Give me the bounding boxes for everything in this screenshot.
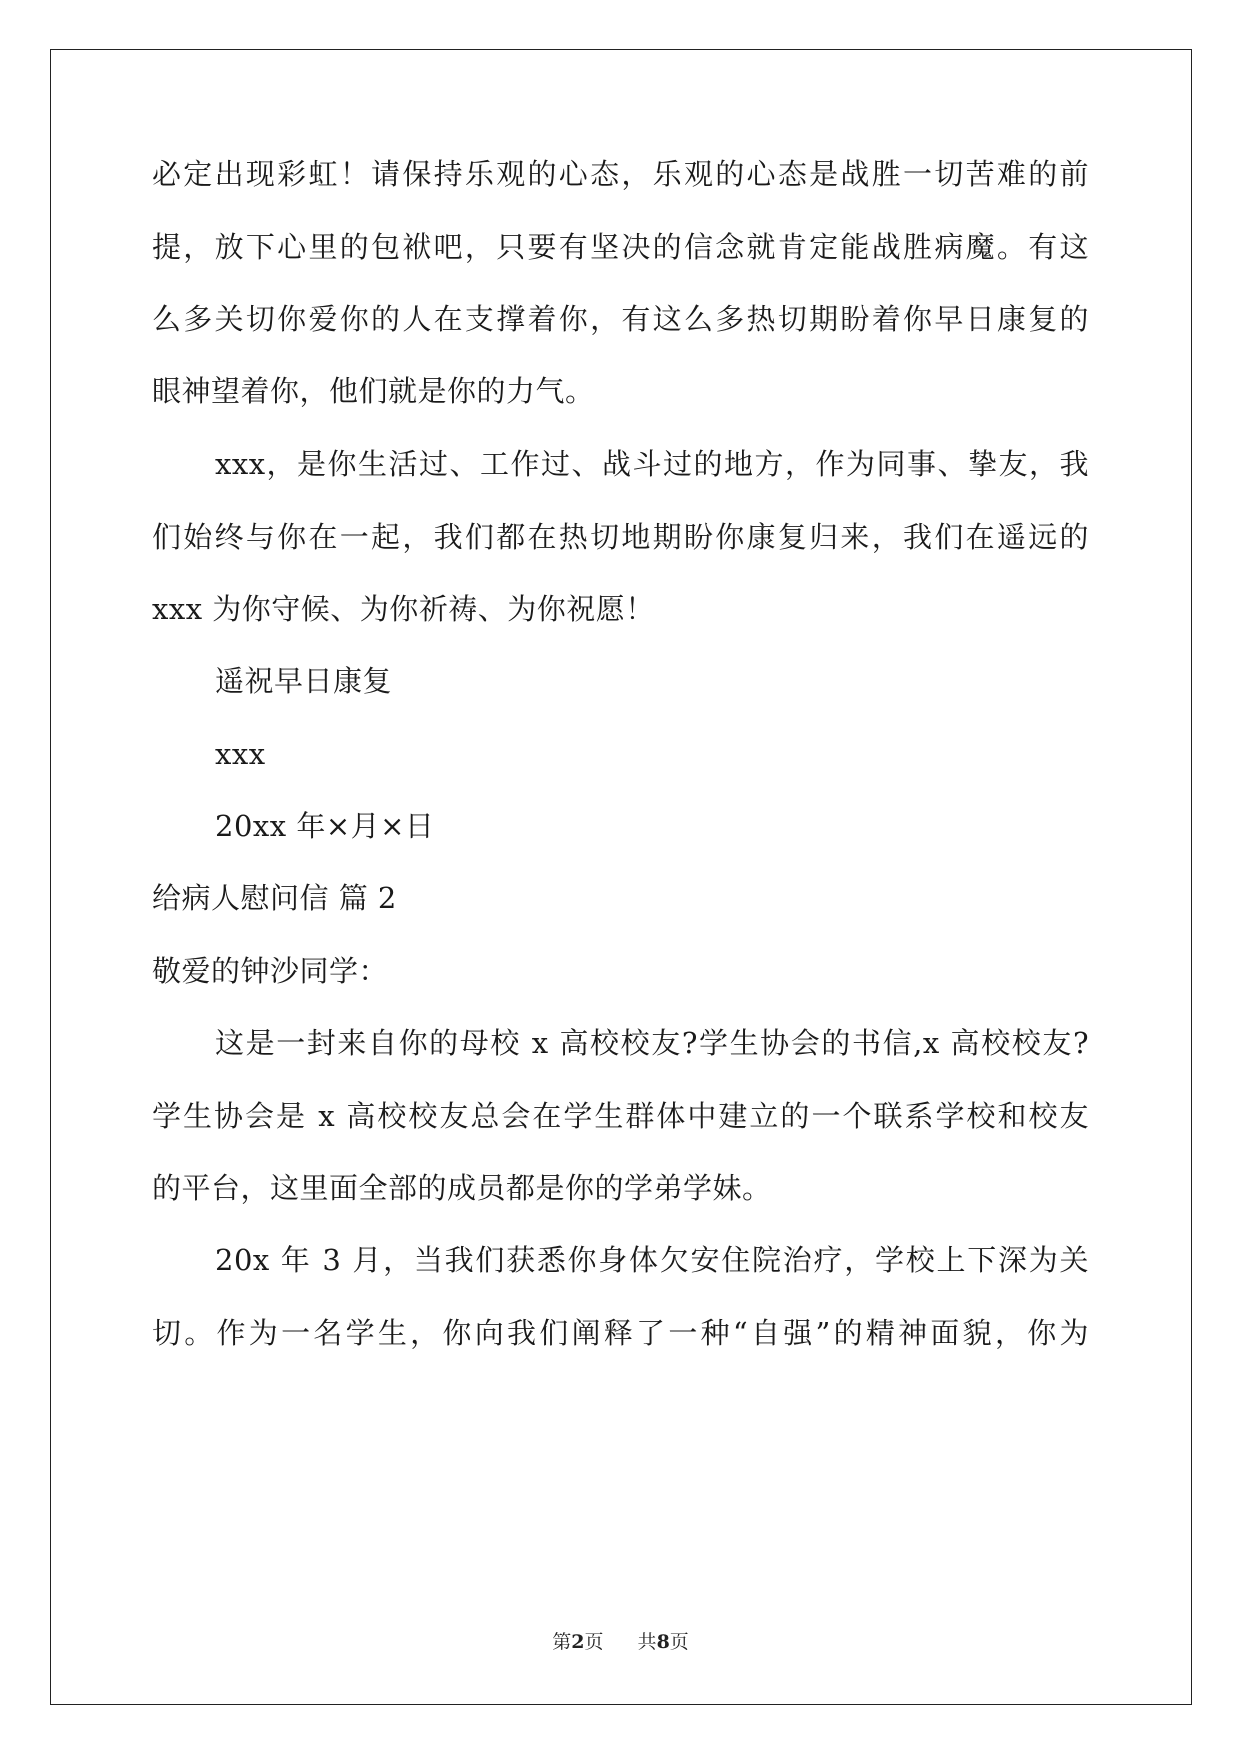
paragraph-line: xxx，是你生活过、工作过、战斗过的地方，作为同事、挚友，我: [215, 447, 1089, 481]
paragraph-line: 20x 年 3 月，当我们获悉你身体欠安住院治疗，学校上下深为关: [215, 1243, 1089, 1277]
paragraph-line: 提，放下心里的包袱吧，只要有坚决的信念就肯定能战胜病魔。有这: [152, 230, 1089, 264]
paragraph-line: 必定出现彩虹！请保持乐观的心态，乐观的心态是战胜一切苦难的前: [152, 157, 1089, 191]
paragraph-line: 切。作为一名学生，你向我们阐释了一种“自强”的精神面貌，你为: [152, 1316, 1089, 1350]
page-number-label: [552, 1631, 609, 1653]
page-frame: [50, 49, 1192, 1705]
paragraph-line: 们始终与你在一起，我们都在热切地期盼你康复归来，我们在遥远的: [152, 520, 1089, 554]
letter-date: 20xx 年×月×日: [215, 809, 435, 843]
closing-line: 遥祝早日康复: [215, 664, 393, 698]
total-suffix: 页: [669, 1631, 689, 1653]
total-pages: 8: [656, 1631, 670, 1653]
paragraph-line: xxx 为你守候、为你祈祷、为你祝愿！: [152, 592, 655, 626]
paragraph-line: 眼神望着你，他们就是你的力气。: [152, 374, 595, 408]
paragraph-line: 么多关切你爱你的人在支撑着你，有这么多热切期盼着你早日康复的: [152, 302, 1089, 336]
page-suffix: 页: [584, 1631, 604, 1653]
paragraph-line: 的平台，这里面全部的成员都是你的学弟学妹。: [152, 1171, 772, 1205]
paragraph-line: 学生协会是 x 高校校友总会在学生群体中建立的一个联系学校和校友: [152, 1099, 1089, 1133]
total-pages-label: [638, 1631, 689, 1653]
page-prefix: 第: [552, 1631, 572, 1653]
paragraph-line: 这是一封来自你的母校 x 高校校友?学生协会的书信,x 高校校友?: [215, 1026, 1089, 1060]
page-footer: [0, 1630, 1241, 1654]
section-title: 给病人慰问信 篇 2: [152, 881, 397, 915]
salutation: 敬爱的钟沙同学：: [152, 954, 389, 988]
signature: xxx: [215, 737, 266, 771]
page-number: 2: [571, 1631, 585, 1653]
total-prefix: 共: [637, 1631, 657, 1653]
